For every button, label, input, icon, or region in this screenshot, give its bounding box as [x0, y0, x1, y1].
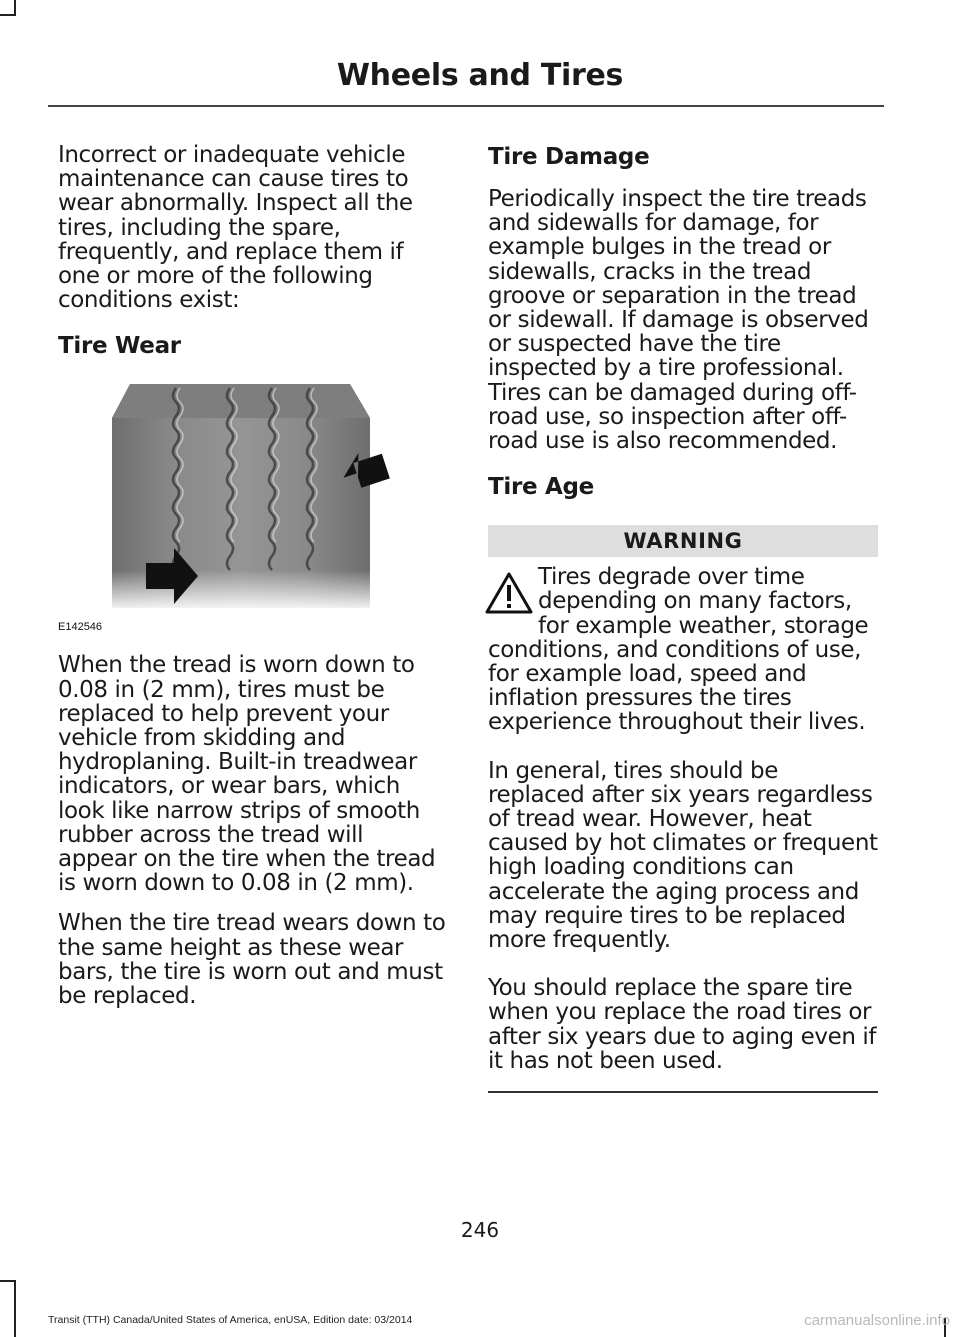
age-paragraph-2: You should replace the spare tire when you replace the road tires or after six years due to aging even if it has not been used.: [488, 975, 877, 1074]
page-number: 246: [460, 1218, 500, 1242]
crop-mark-bottom-left-h: [0, 1280, 16, 1282]
watermark: carmanualsonline.info: [804, 1312, 950, 1329]
age-paragraph-1: In general, tires should be replaced after six years regardless of tread wear. However, heat caused by hot climates or frequent high loading conditions can accelerate the aging process and may require tires to be replaced more frequently.: [488, 757, 878, 954]
damage-paragraph: Periodically inspect the tire treads and sidewalls for damage, for example bulges in the tread or sidewalls, cracks in the tread groove or separation in the tread or sidewall. If damage is observed or suspected have the tire inspected by a tire professional. Tires can be damaged during off-road use, so inspection after off-road use is also recommended.: [488, 186, 869, 455]
wear-paragraph-1: When the tread is worn down to 0.08 in (2 mm), tires must be replaced to help prevent your vehicle from skidding and hydroplaning. Built-in treadwear indicators, or wear bars, which look like narrow strips of smooth rubber across the tread will appear on the tire when the tread is worn down to 0.08 in (2 mm).: [58, 652, 436, 897]
tread-wear-bar-image: [58, 378, 448, 633]
section-end-rule: [488, 1091, 878, 1093]
wear-paragraph-2: When the tire tread wears down to the same height as these wear bars, the tire is worn out and must be replaced.: [58, 910, 446, 1010]
warning-triangle-icon: [484, 571, 534, 615]
left-column: [58, 143, 448, 1008]
right-column: [488, 143, 880, 1093]
crop-mark-bottom-left: [14, 1280, 16, 1337]
warning-text: Tires degrade over time depending on many factors, for example weather, storage conditions, and conditions of use, for example load, speed and inflation pressures the tires experience throughout their lives.: [488, 564, 869, 736]
edition-footer: Transit (TTH) Canada/United States of America, enUSA, Edition date: 03/2014: [48, 1314, 413, 1326]
header-divider: [48, 105, 884, 107]
page-title: Wheels and Tires: [336, 58, 624, 93]
warning-banner: WARNING: [488, 525, 878, 557]
tire-tread-illustration: [58, 378, 448, 633]
crop-mark-top-left-h: [0, 14, 16, 16]
tire-wear-heading: Tire Wear: [58, 333, 181, 360]
figure-code: E142546: [58, 621, 103, 634]
intro-paragraph: Incorrect or inadequate vehicle maintenance can cause tires to wear abnormally. Inspect all the tires, including the spare, frequently, and replace them if one or more of the following conditions exist:: [58, 142, 413, 314]
tire-damage-heading: Tire Damage: [488, 144, 650, 170]
tire-age-heading: Tire Age: [488, 474, 594, 501]
warning-block: [488, 565, 880, 734]
